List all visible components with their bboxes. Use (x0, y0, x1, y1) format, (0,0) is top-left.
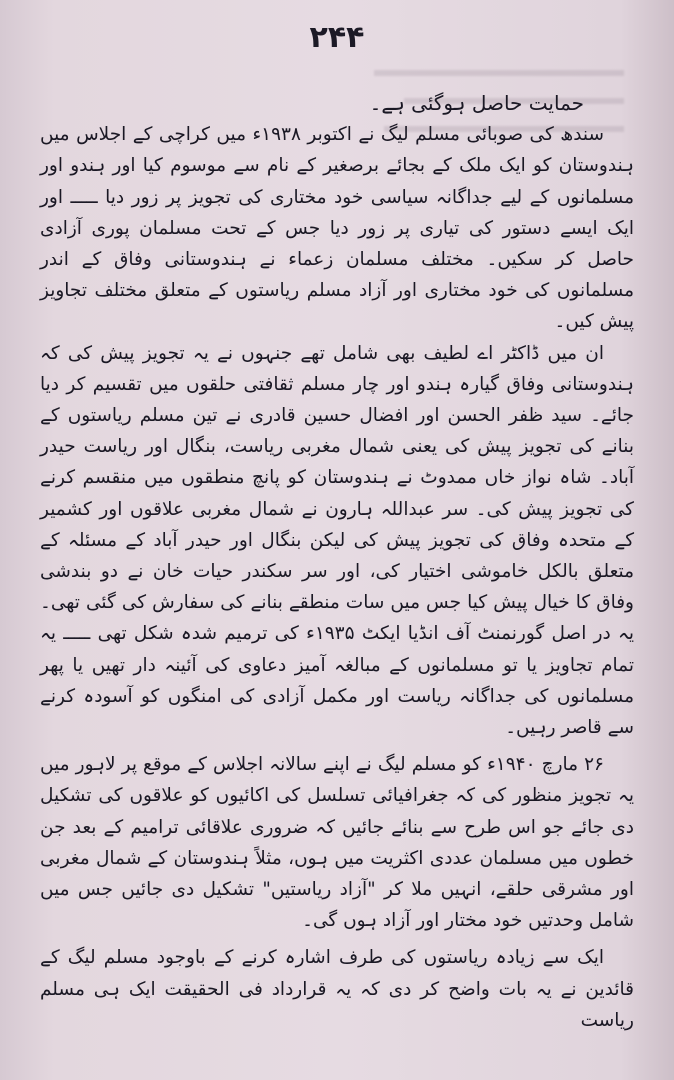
continuation-line: حمایت حاصل ہوگئی ہے۔ (369, 91, 584, 115)
paragraph: ۲۶ مارچ ۱۹۴۰ء کو مسلم لیگ نے اپنے سالانہ اجلاس کے موقع پر لاہور میں یہ تجویز منظور کی کہ جغرافیائی تسلسل کی اکائیوں کو علاقوں کی تشکیل دی جائے جو اس طرح سے بنائے جائیں کہ ضروری علاقائی ترامیم کے بعد جن خطوں میں مسلمان عددی اکثریت میں ہوں، مثلاً ہندوستان کے شمال مغربی اور مشرقی حلقے، انہیں ملا کر "آزاد ریاستیں" تشکیل دی جائیں جس میں شامل وحدتیں خود مختار اور آزاد ہوں گی۔ (40, 754, 634, 932)
page-number: ۲۴۴ (309, 20, 365, 55)
body-text (40, 88, 634, 1036)
paragraph: سندھ کی صوبائی مسلم لیگ نے اکتوبر ۱۹۳۸ء میں کراچی کے اجلاس میں ہندوستان کو ایک ملک کے بجائے برصغیر کے نام سے موسوم کیا اور ہندو اور مسلمانوں کے لیے جداگانہ سیاسی خود مختاری کی تجویز پر زور دیا ـــــ اور ایک ایسے دستور کی تیاری پر زور دیا جس کے تحت مسلمان پوری آزادی حاصل کر سکیں۔ مختلف مسلمان زعماء نے ہندوستانی وفاق کے اندر مسلمانوں کی خود مختاری اور آزاد مسلم ریاستوں کے متعلق مختلف تجاویز پیش کیں۔ (40, 124, 634, 333)
paragraph: ایک سے زیادہ ریاستوں کی طرف اشارہ کرنے کے باوجود مسلم لیگ کے قائدین نے یہ بات واضح کر دی کہ یہ قرارداد فی الحقیقت ایک ہی مسلم ریاست (40, 947, 634, 1031)
paragraph: ان میں ڈاکٹر اے لطیف بھی شامل تھے جنہوں نے یہ تجویز پیش کی کہ ہندوستانی وفاق گیارہ ہندو اور چار مسلم ثقافتی حلقوں میں تقسیم کر دیا جائے۔ سید ظفر الحسن اور افضال حسین قادری نے تین مسلم ریاستوں کے بنانے کی تجویز پیش کی یعنی شمال مغربی ریاست، بنگال اور ریاست حیدر آباد۔ شاہ نواز خاں ممدوٹ نے ہندوستان کو پانچ منطقوں میں منقسم کرنے کی تجویز پیش کی۔ سر عبداللہ ہارون نے شمال مغربی علاقوں اور کشمیر کے متحدہ وفاق کی تجویز پیش کی لیکن بنگال اور حیدر آباد کے مسئلہ کے متعلق بالکل خاموشی اختیار کی، اور سر سکندر حیات خان نے دو بندشی وفاق کا خیال پیش کیا جس میں سات منطقے بنانے کی سفارش کی گئی تھی۔ یہ در اصل گورنمنٹ آف انڈیا ایکٹ ۱۹۳۵ء کی ترمیم شدہ شکل تھی ـــــ یہ تمام تجاویز یا تو مسلمانوں کے مبالغہ آمیز دعاوی کی آئینہ دار تھیں یا پھر مسلمانوں کی جداگانہ ریاست اور مکمل آزادی کی امنگوں کو آسودہ کرنے سے قاصر رہیں۔ (40, 342, 634, 739)
